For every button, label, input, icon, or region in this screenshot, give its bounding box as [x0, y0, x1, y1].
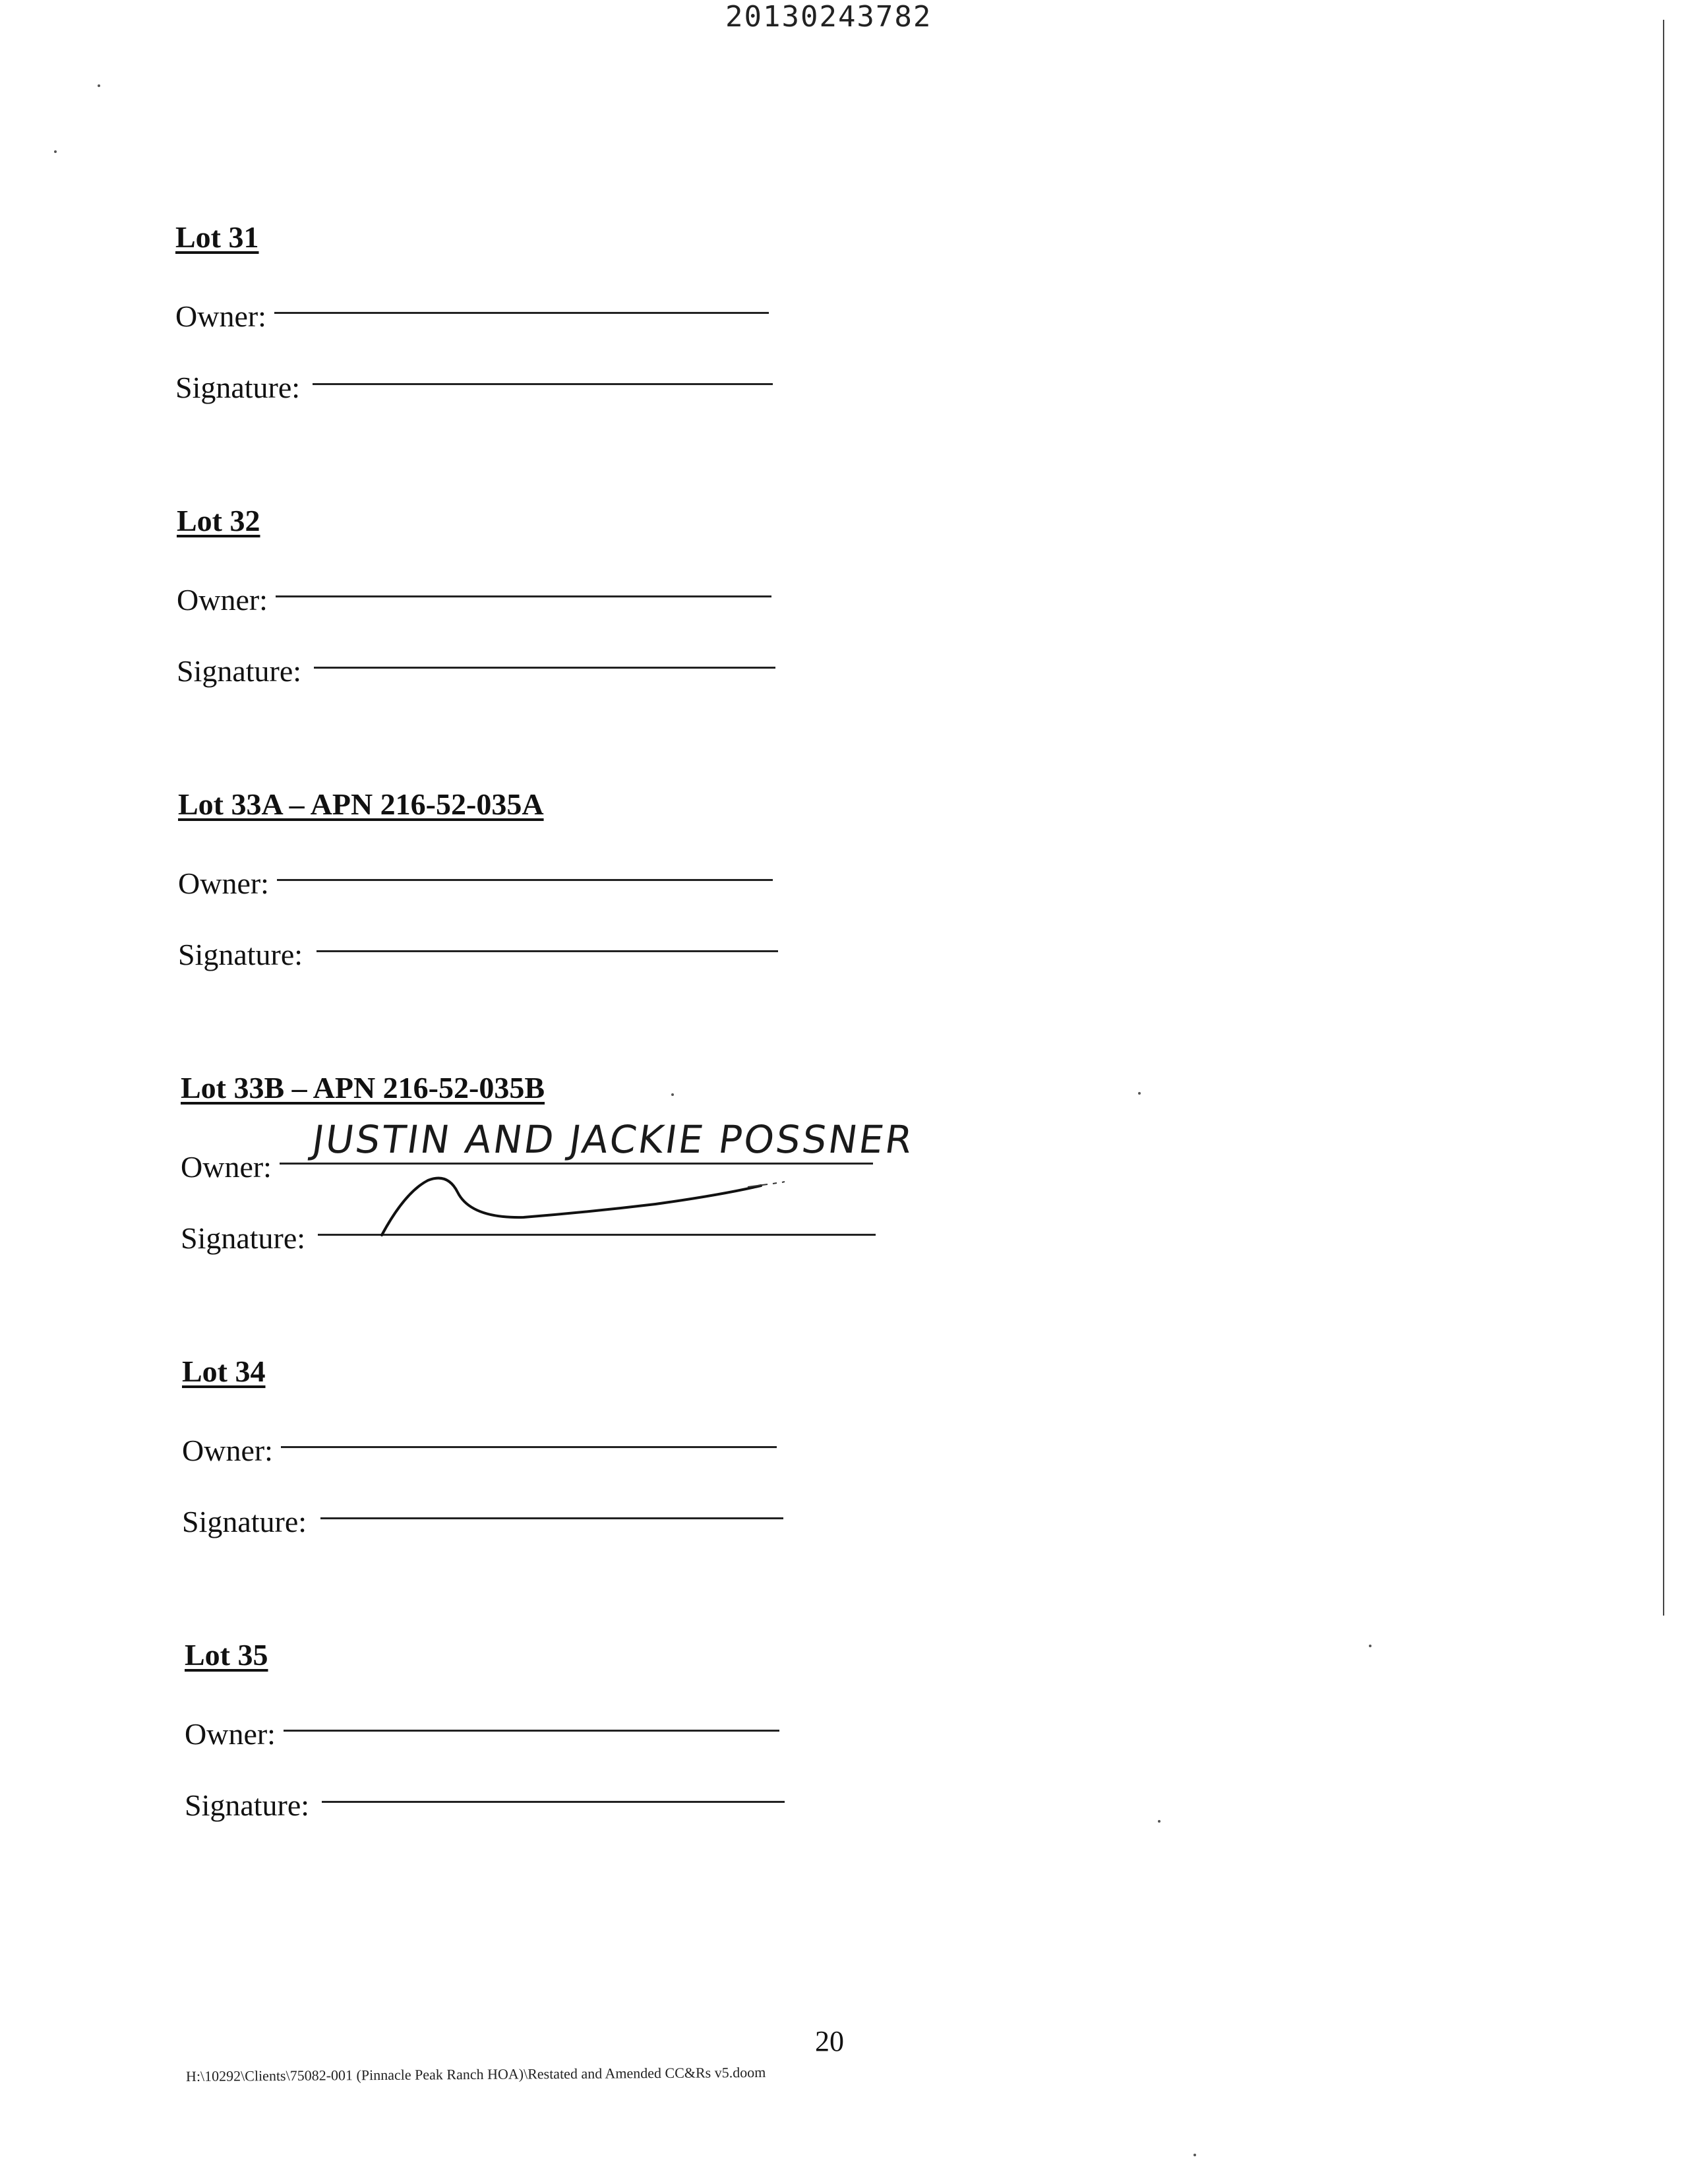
signature-label: Signature: [185, 1788, 310, 1822]
signature-field[interactable] [314, 667, 775, 669]
owner-field[interactable] [276, 595, 771, 597]
scan-speck [1138, 1092, 1141, 1095]
signature-label: Signature: [182, 1505, 307, 1538]
page-number: 20 [815, 2025, 844, 2057]
owner-label: Owner: [182, 1434, 273, 1467]
signature-field[interactable] [316, 950, 778, 952]
page-edge-rule [1663, 20, 1664, 1616]
signature-field[interactable] [322, 1801, 785, 1803]
owner-row [185, 1682, 910, 1753]
handwritten-owner-name: JUSTIN AND JACKIE POSSNER [309, 1117, 917, 1162]
owner-label: Owner: [178, 866, 269, 900]
lot-heading: Lot 35 [185, 1638, 268, 1672]
scan-speck [98, 84, 100, 87]
owner-row [177, 547, 902, 619]
owner-label: Owner: [175, 299, 266, 333]
lot-block-33a [178, 785, 903, 973]
owner-label: Owner: [181, 1150, 272, 1184]
lot-block-32 [177, 501, 902, 690]
signature-row [182, 1469, 907, 1540]
handwritten-signature [378, 1166, 800, 1245]
signature-label: Signature: [175, 371, 301, 404]
lot-block-31 [175, 218, 901, 406]
owner-field[interactable] [281, 1446, 777, 1448]
signature-row [175, 335, 901, 406]
lot-block-34 [182, 1352, 907, 1540]
owner-label: Owner: [177, 583, 268, 617]
lot-heading: Lot 34 [182, 1354, 266, 1388]
lot-block-33b [181, 1068, 917, 1257]
owner-field[interactable] [280, 1163, 873, 1165]
signature-label: Signature: [177, 654, 302, 688]
signature-row [185, 1753, 910, 1824]
owner-row [178, 831, 903, 902]
lot-heading: Lot 33A – APN 216-52-035A [178, 787, 544, 821]
lot-block-35 [185, 1635, 910, 1824]
signature-label: Signature: [181, 1221, 306, 1255]
lot-heading: Lot 32 [177, 504, 260, 537]
footer-file-path: H:\10292\Clients\75082-001 (Pinnacle Peak Ranch HOA)\Restated and Amended CC&Rs v5.doom [185, 2063, 766, 2085]
signature-field[interactable] [313, 383, 773, 385]
scan-speck [54, 150, 57, 153]
signature-field[interactable] [320, 1517, 783, 1519]
scan-speck [1193, 2154, 1196, 2156]
owner-row [175, 264, 901, 335]
owner-field[interactable] [284, 1730, 779, 1732]
owner-field[interactable] [277, 879, 773, 881]
owner-row [182, 1398, 907, 1469]
scan-speck [1369, 1645, 1372, 1647]
lot-heading: Lot 31 [175, 220, 259, 254]
lot-heading: Lot 33B – APN 216-52-035B [181, 1071, 545, 1105]
signature-row [178, 902, 903, 973]
scan-speck [1158, 1820, 1160, 1823]
owner-field[interactable] [274, 312, 769, 314]
signature-row [177, 619, 902, 690]
document-number: 20130243782 [725, 0, 932, 34]
signature-row [181, 1186, 906, 1257]
owner-label: Owner: [185, 1717, 276, 1751]
signature-label: Signature: [178, 938, 303, 971]
scan-speck [671, 1093, 674, 1096]
